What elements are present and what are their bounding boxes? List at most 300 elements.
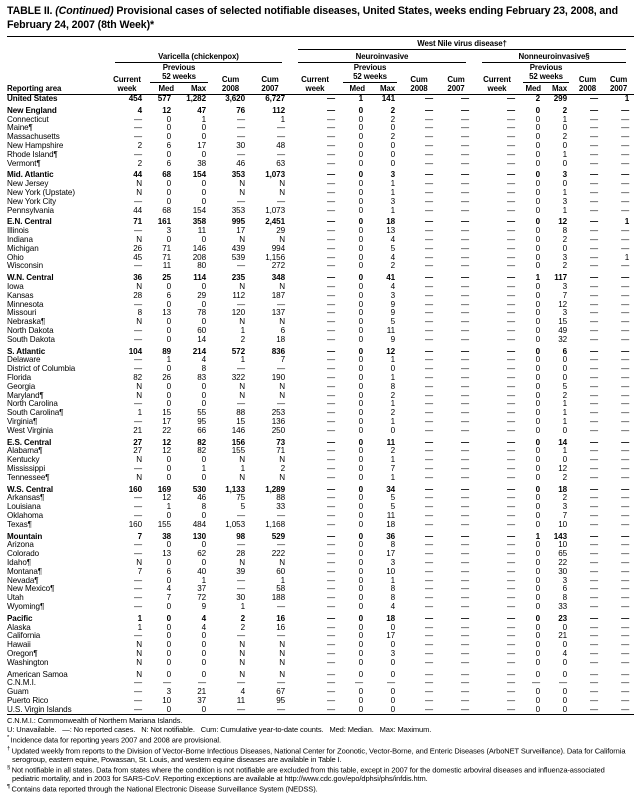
value-cell: 0	[535, 473, 540, 482]
value-cell: —	[425, 696, 433, 705]
value-cell: —	[590, 417, 598, 426]
value-cell: —	[621, 705, 630, 714]
value-cell: 2	[240, 335, 245, 344]
value-cell: —	[461, 124, 469, 133]
value-cell: —	[327, 346, 335, 356]
reporting-area-cell: Ohio	[7, 253, 24, 262]
value-cell: —	[425, 244, 433, 253]
value-cell: 0	[201, 400, 206, 409]
value-cell: 0	[535, 705, 540, 714]
value-cell: 4	[201, 613, 206, 623]
data-table	[7, 37, 634, 714]
value-cell: 1	[562, 150, 567, 159]
value-cell: —	[327, 105, 335, 115]
value-cell: 0	[535, 217, 540, 227]
value-cell: 0	[562, 365, 567, 374]
value-cell: 8	[390, 382, 395, 391]
value-cell: —	[621, 623, 630, 632]
table-row	[7, 668, 634, 680]
value-cell: —	[327, 550, 335, 559]
value-cell: 1	[390, 180, 395, 189]
value-cell: 348	[271, 273, 285, 283]
value-cell: 2	[562, 133, 567, 142]
col-header-cum-2008: Cum 2008	[572, 63, 603, 95]
value-cell: 0	[201, 391, 206, 400]
value-cell: 0	[535, 150, 540, 159]
value-cell: 1	[240, 602, 245, 611]
value-cell: 0	[358, 576, 363, 585]
value-cell: —	[590, 382, 598, 391]
value-cell: 6	[166, 291, 171, 300]
value-cell: 0	[535, 567, 540, 576]
table-row	[7, 207, 634, 216]
value-cell: 28	[133, 291, 142, 300]
value-cell: 155	[231, 447, 245, 456]
value-cell: 0	[535, 327, 540, 336]
value-cell: —	[237, 197, 245, 206]
value-cell: —	[461, 180, 469, 189]
value-cell: —	[507, 170, 515, 180]
value-cell: —	[461, 291, 469, 300]
value-cell: —	[559, 679, 567, 688]
header-spacer	[7, 50, 107, 63]
value-cell: —	[461, 473, 469, 482]
table-wrapper	[7, 37, 634, 715]
value-cell: —	[621, 236, 630, 245]
value-cell: —	[277, 365, 285, 374]
value-cell: —	[327, 335, 335, 344]
value-cell: —	[425, 189, 433, 198]
value-cell: —	[590, 531, 598, 541]
value-cell: —	[461, 679, 469, 688]
value-cell: —	[425, 382, 433, 391]
value-cell: —	[425, 115, 433, 124]
reporting-area-cell: Mid. Atlantic	[7, 170, 54, 180]
value-cell: —	[327, 197, 335, 206]
value-cell: —	[327, 696, 335, 705]
value-cell: 0	[562, 180, 567, 189]
value-cell: —	[507, 602, 515, 611]
value-cell: —	[134, 300, 142, 309]
value-cell: 83	[197, 374, 206, 382]
value-cell: 0	[166, 576, 171, 585]
value-cell: —	[237, 115, 245, 124]
value-cell: 1	[562, 409, 567, 418]
value-cell: —	[461, 327, 469, 336]
value-cell: 0	[358, 705, 363, 714]
value-cell: —	[461, 356, 469, 365]
value-cell: 0	[166, 150, 171, 159]
reporting-area-cell: South Dakota	[7, 335, 55, 344]
value-cell: N	[136, 473, 142, 482]
value-cell: —	[507, 236, 515, 245]
value-cell: —	[461, 115, 469, 124]
value-cell: —	[425, 531, 433, 541]
reporting-area-cell: S. Atlantic	[7, 346, 46, 356]
reporting-area-cell: C.N.M.I.	[7, 679, 36, 688]
value-cell: —	[327, 585, 335, 594]
value-cell: 0	[535, 236, 540, 245]
value-cell: —	[461, 273, 469, 283]
value-cell: —	[590, 456, 598, 465]
value-cell: 0	[535, 484, 540, 494]
value-cell: —	[590, 658, 598, 667]
value-cell: —	[425, 567, 433, 576]
table-row	[7, 512, 634, 521]
value-cell: 358	[192, 217, 206, 227]
value-cell: —	[621, 541, 630, 550]
value-cell: —	[621, 391, 630, 400]
value-cell: 72	[197, 594, 206, 603]
value-cell: 21	[558, 632, 567, 641]
value-cell: —	[277, 124, 285, 133]
table-row	[7, 688, 634, 697]
value-cell: —	[507, 409, 515, 418]
value-cell: 0	[535, 437, 540, 447]
value-cell: 4	[390, 253, 395, 262]
value-cell: 4	[390, 283, 395, 292]
value-cell: 187	[271, 291, 285, 300]
table-row	[7, 624, 634, 633]
col-header-cum-2007: Cum 2007	[250, 63, 290, 95]
value-cell: —	[425, 217, 433, 227]
value-cell: —	[507, 594, 515, 603]
value-cell: 0	[535, 558, 540, 567]
reporting-area-cell: Florida	[7, 374, 32, 382]
value-cell: 146	[231, 426, 245, 435]
value-cell: 3	[562, 170, 567, 180]
value-cell: N	[279, 283, 285, 292]
value-cell: 0	[201, 197, 206, 206]
value-cell: 0	[562, 426, 567, 435]
value-cell: —	[590, 511, 598, 520]
value-cell: 1	[201, 115, 206, 124]
value-cell: —	[590, 503, 598, 512]
footnote: C.N.M.I.: Commonwealth of Northern Mariana Islands.	[7, 716, 183, 726]
value-cell: —	[461, 227, 469, 236]
value-cell: —	[461, 365, 469, 374]
value-cell: —	[507, 335, 515, 344]
value-cell: —	[327, 262, 335, 271]
value-cell: 41	[386, 273, 395, 283]
value-cell: —	[425, 318, 433, 327]
value-cell: —	[237, 511, 245, 520]
value-cell: 60	[197, 327, 206, 336]
value-cell: 0	[535, 133, 540, 142]
table-row	[7, 559, 634, 568]
value-cell: 0	[358, 283, 363, 292]
table-row	[7, 447, 634, 456]
value-cell: —	[507, 641, 515, 650]
value-cell: 0	[535, 503, 540, 512]
reporting-area-cell: Mississippi	[7, 464, 46, 473]
value-cell: —	[507, 382, 515, 391]
value-cell: 0	[358, 613, 363, 623]
value-cell: —	[507, 484, 515, 494]
value-cell: —	[327, 632, 335, 641]
value-cell: —	[425, 437, 433, 447]
footnote: † Updated weekly from reports to the Division of Vector-Borne Infectious Diseases, National Center for Zoonotic, Vector-Borne, and Enteric Diseases (ArboNET Surveillance). Data for California serogroup, eastern equine, Powassan, St. Louis, and western equine diseases are available in Table I.	[7, 745, 628, 764]
value-cell: —	[621, 374, 630, 382]
value-cell: 0	[166, 124, 171, 133]
value-cell: —	[621, 594, 630, 603]
value-cell: 0	[166, 669, 171, 679]
value-cell: —	[621, 227, 630, 236]
value-cell: 76	[236, 105, 245, 115]
value-cell: 5	[390, 494, 395, 503]
value-cell: 0	[358, 567, 363, 576]
value-cell: —	[590, 705, 598, 714]
value-cell: 1	[624, 217, 630, 227]
col-header-previous-52-weeks: Previous 52 weeks Med Max	[520, 63, 572, 95]
value-cell: —	[277, 400, 285, 409]
value-cell: —	[327, 391, 335, 400]
value-cell: 577	[157, 94, 171, 104]
value-cell: —	[237, 124, 245, 133]
value-cell: —	[590, 679, 598, 688]
value-cell: 0	[358, 335, 363, 344]
value-cell: 0	[166, 335, 171, 344]
value-cell: 188	[271, 594, 285, 603]
value-cell: —	[621, 669, 630, 679]
value-cell: 3	[390, 291, 395, 300]
value-cell: —	[327, 669, 335, 679]
reporting-area-cell: Minnesota	[7, 300, 44, 309]
value-cell: —	[507, 464, 515, 473]
value-cell: 2	[280, 464, 285, 473]
value-cell: 18	[276, 335, 285, 344]
value-cell: 0	[358, 623, 363, 632]
value-cell: 1	[166, 503, 171, 512]
value-cell: 836	[271, 346, 285, 356]
reporting-area-cell: W.S. Central	[7, 484, 54, 494]
value-cell: 0	[358, 558, 363, 567]
value-cell: N	[239, 669, 245, 679]
value-cell: —	[590, 197, 598, 206]
value-cell: 8	[201, 365, 206, 374]
value-cell: —	[621, 189, 630, 198]
reporting-area-cell: E.N. Central	[7, 217, 52, 227]
value-cell: —	[198, 679, 206, 688]
value-cell: 0	[201, 189, 206, 198]
value-cell: —	[461, 464, 469, 473]
group-header-west-nile: West Nile virus disease†	[290, 37, 634, 50]
value-cell: —	[461, 585, 469, 594]
value-cell: 66	[197, 426, 206, 435]
reporting-area-cell: Montana¶	[7, 567, 43, 576]
value-cell: 0	[358, 356, 363, 365]
value-cell: 0	[358, 133, 363, 142]
value-cell: 6	[280, 327, 285, 336]
value-cell: 0	[358, 327, 363, 336]
value-cell: 0	[166, 558, 171, 567]
value-cell: 161	[157, 217, 171, 227]
table-row	[7, 262, 634, 271]
value-cell: 539	[231, 253, 245, 262]
value-cell: 0	[201, 133, 206, 142]
value-cell: 0	[535, 335, 540, 344]
value-cell: 0	[358, 365, 363, 374]
value-cell: —	[507, 391, 515, 400]
value-cell: —	[134, 585, 142, 594]
value-cell: —	[461, 437, 469, 447]
value-cell: 0	[535, 649, 540, 658]
value-cell: 12	[162, 447, 171, 456]
table-row	[7, 160, 634, 169]
value-cell: —	[461, 309, 469, 318]
value-cell: 44	[133, 206, 142, 215]
value-cell: —	[621, 262, 630, 271]
value-cell: N	[279, 669, 285, 679]
value-cell: —	[507, 437, 515, 447]
value-cell: 0	[358, 206, 363, 215]
value-cell: —	[425, 409, 433, 418]
value-cell: —	[590, 300, 598, 309]
value-cell: —	[327, 244, 335, 253]
value-cell: 12	[162, 437, 171, 447]
value-cell: 3	[562, 309, 567, 318]
value-cell: —	[134, 227, 142, 236]
value-cell: 0	[535, 115, 540, 124]
value-cell: —	[621, 382, 630, 391]
value-cell: —	[590, 150, 598, 159]
value-cell: 272	[271, 262, 285, 271]
value-cell: 0	[535, 105, 540, 115]
value-cell: N	[136, 318, 142, 327]
value-cell: —	[507, 658, 515, 667]
reporting-area-cell: United States	[7, 94, 58, 104]
value-cell: 8	[201, 503, 206, 512]
value-cell: N	[239, 318, 245, 327]
value-cell: —	[621, 291, 630, 300]
value-cell: —	[327, 558, 335, 567]
value-cell: 0	[390, 696, 395, 705]
value-cell: 8	[390, 585, 395, 594]
value-cell: —	[507, 197, 515, 206]
value-cell: 2	[240, 613, 245, 623]
value-cell: —	[461, 217, 469, 227]
table-row	[7, 465, 634, 474]
value-cell: N	[279, 382, 285, 391]
table-title-prefix: TABLE II.	[7, 5, 56, 17]
value-cell: —	[507, 688, 515, 697]
value-cell: —	[621, 641, 630, 650]
value-cell: —	[237, 262, 245, 271]
value-cell: —	[134, 494, 142, 503]
value-cell: —	[327, 236, 335, 245]
value-cell: 0	[535, 253, 540, 262]
value-cell: 0	[535, 696, 540, 705]
reporting-area-cell: Michigan	[7, 244, 39, 253]
table-row	[7, 215, 634, 227]
value-cell: —	[277, 300, 285, 309]
value-cell: —	[507, 632, 515, 641]
value-cell: 0	[535, 669, 540, 679]
value-cell: —	[507, 318, 515, 327]
table-row	[7, 271, 634, 283]
value-cell: 0	[535, 189, 540, 198]
table-row	[7, 483, 634, 495]
value-cell: —	[507, 426, 515, 435]
reporting-area-cell: Kentucky	[7, 456, 40, 465]
value-cell: —	[590, 94, 598, 104]
value-cell: 0	[562, 159, 567, 168]
value-cell: —	[461, 391, 469, 400]
value-cell: 1	[624, 94, 630, 104]
value-cell: —	[237, 679, 245, 688]
value-cell: —	[621, 115, 630, 124]
value-cell: —	[461, 669, 469, 679]
value-cell: —	[621, 613, 630, 623]
value-cell: —	[425, 447, 433, 456]
value-cell: —	[621, 426, 630, 435]
value-cell: —	[327, 494, 335, 503]
value-cell: —	[277, 150, 285, 159]
value-cell: 0	[535, 300, 540, 309]
value-cell: —	[425, 541, 433, 550]
value-cell: —	[327, 541, 335, 550]
value-cell: —	[425, 613, 433, 623]
value-cell: 12	[162, 105, 171, 115]
value-cell: 0	[535, 159, 540, 168]
value-cell: —	[461, 105, 469, 115]
value-cell: —	[461, 658, 469, 667]
value-cell: —	[507, 679, 515, 688]
value-cell: 4	[390, 236, 395, 245]
value-cell: —	[590, 318, 598, 327]
value-cell: 0	[358, 236, 363, 245]
reporting-area-cell: Georgia	[7, 382, 36, 391]
value-cell: —	[507, 456, 515, 465]
value-cell: —	[425, 180, 433, 189]
value-cell: —	[425, 283, 433, 292]
value-cell: —	[425, 632, 433, 641]
value-cell: 0	[358, 300, 363, 309]
value-cell: —	[507, 217, 515, 227]
value-cell: —	[507, 227, 515, 236]
value-cell: —	[461, 696, 469, 705]
value-cell: —	[425, 585, 433, 594]
value-cell: —	[134, 503, 142, 512]
value-cell: —	[425, 236, 433, 245]
value-cell: —	[507, 327, 515, 336]
value-cell: 0	[358, 291, 363, 300]
value-cell: —	[507, 115, 515, 124]
value-cell: 353	[231, 170, 245, 180]
col-header-cum-2007: Cum 2007	[603, 63, 634, 95]
value-cell: 190	[271, 374, 285, 382]
value-cell: —	[327, 649, 335, 658]
table-row	[7, 151, 634, 160]
value-cell: 14	[197, 335, 206, 344]
value-cell: —	[425, 262, 433, 271]
value-cell: 88	[276, 494, 285, 503]
value-cell: —	[507, 669, 515, 679]
group-header-varicella: Varicella (chickenpox)	[107, 50, 290, 63]
value-cell: —	[590, 585, 598, 594]
value-cell: 0	[166, 473, 171, 482]
value-cell: —	[134, 327, 142, 336]
table-row	[7, 392, 634, 401]
reporting-area-cell: U.S. Virgin Islands	[7, 705, 72, 714]
value-cell: —	[237, 300, 245, 309]
col-header-current-week: Current week	[474, 63, 520, 95]
value-cell: 95	[197, 417, 206, 426]
value-cell: 7	[562, 511, 567, 520]
value-cell: 529	[271, 531, 285, 541]
value-cell: 1,282	[186, 94, 206, 104]
value-cell: 1	[201, 576, 206, 585]
